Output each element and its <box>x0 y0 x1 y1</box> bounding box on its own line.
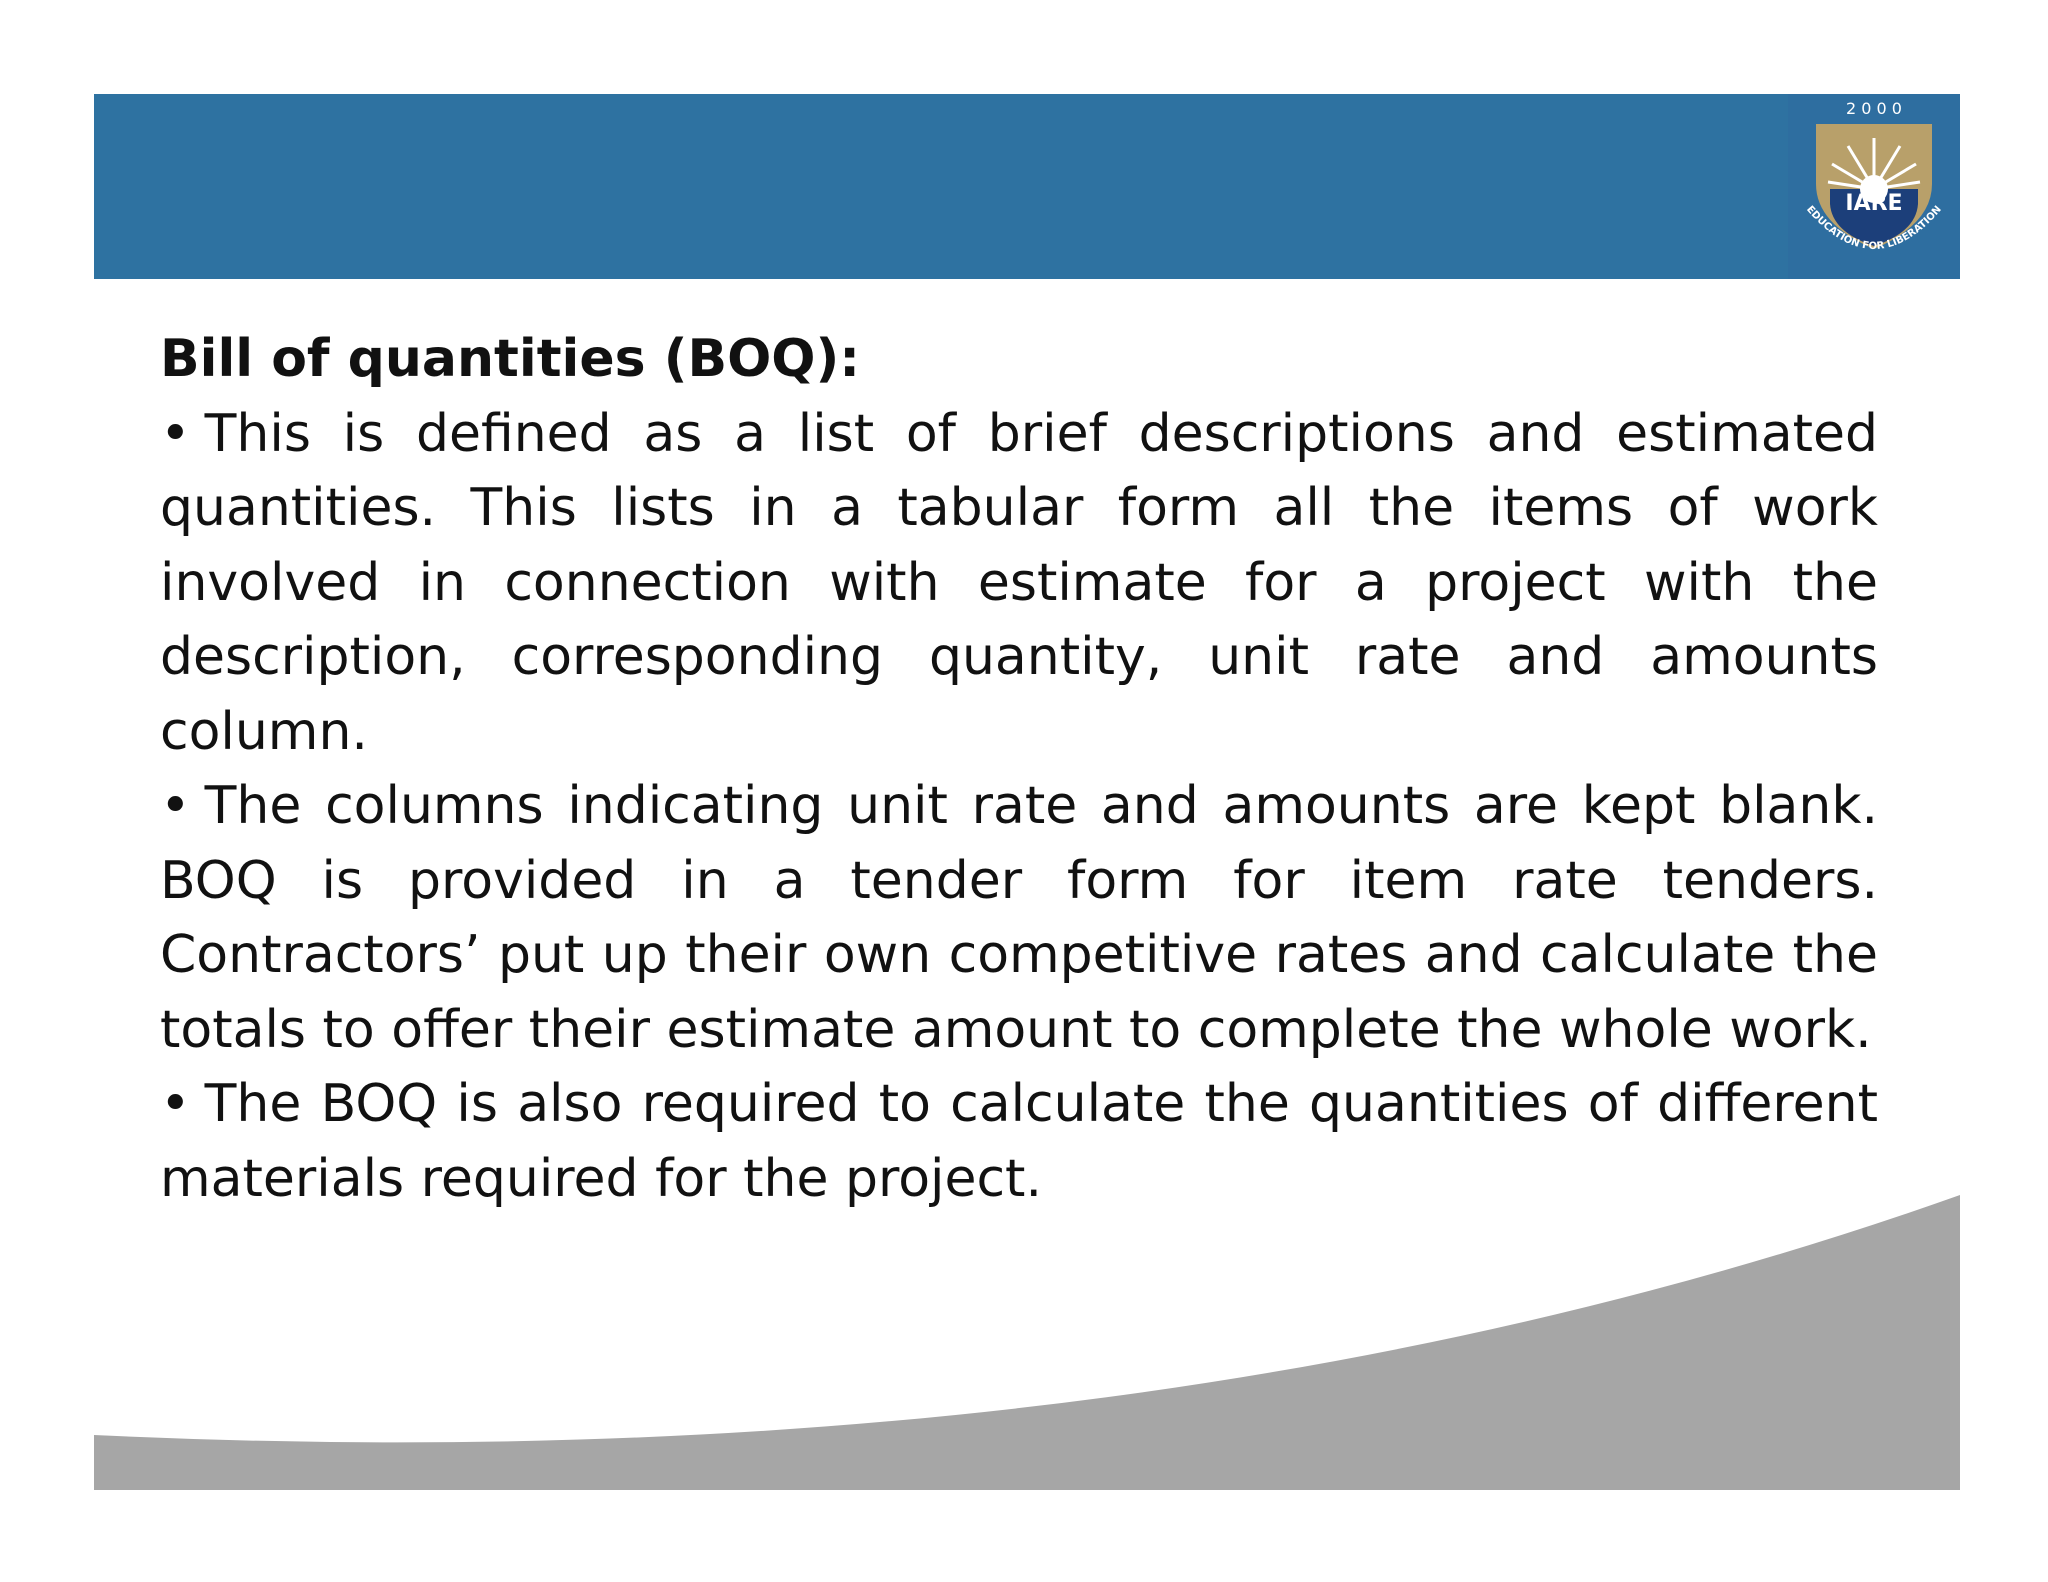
footer-wave <box>94 1190 1960 1490</box>
bullet-icon: • <box>160 1074 191 1134</box>
slide-content <box>160 322 1878 1216</box>
bullet-paragraph <box>160 397 1878 770</box>
logo-year: 2 0 0 0 <box>1846 99 1902 118</box>
header-bar <box>94 94 1960 279</box>
bullet-icon: • <box>160 776 191 836</box>
bullet-text: The columns indicating unit rate and amounts are kept blank. BOQ is provided in a tender form for item rate tenders. Contractors’ put up their own competitive rates and calculate the totals to offer their estimate amount to complete the whole work. <box>160 776 1878 1060</box>
iare-logo <box>1788 94 1960 279</box>
bullet-text: This is defined as a list of brief descriptions and estimated quantities. This lists in a tabular form all the items of work involved in connection with estimate for a project with the description, corresponding quantity, unit rate and amounts column. <box>160 403 1878 762</box>
slide-heading: Bill of quantities (BOQ): <box>160 329 861 389</box>
bullet-paragraph <box>160 769 1878 1067</box>
bullet-text: The BOQ is also required to calculate the quantities of different materials required for the project. <box>160 1074 1878 1209</box>
logo-motto: EDUCATION FOR LIBERATION <box>1804 204 1944 253</box>
logo-name: IARE <box>1845 191 1903 216</box>
bullet-icon: • <box>160 403 191 464</box>
